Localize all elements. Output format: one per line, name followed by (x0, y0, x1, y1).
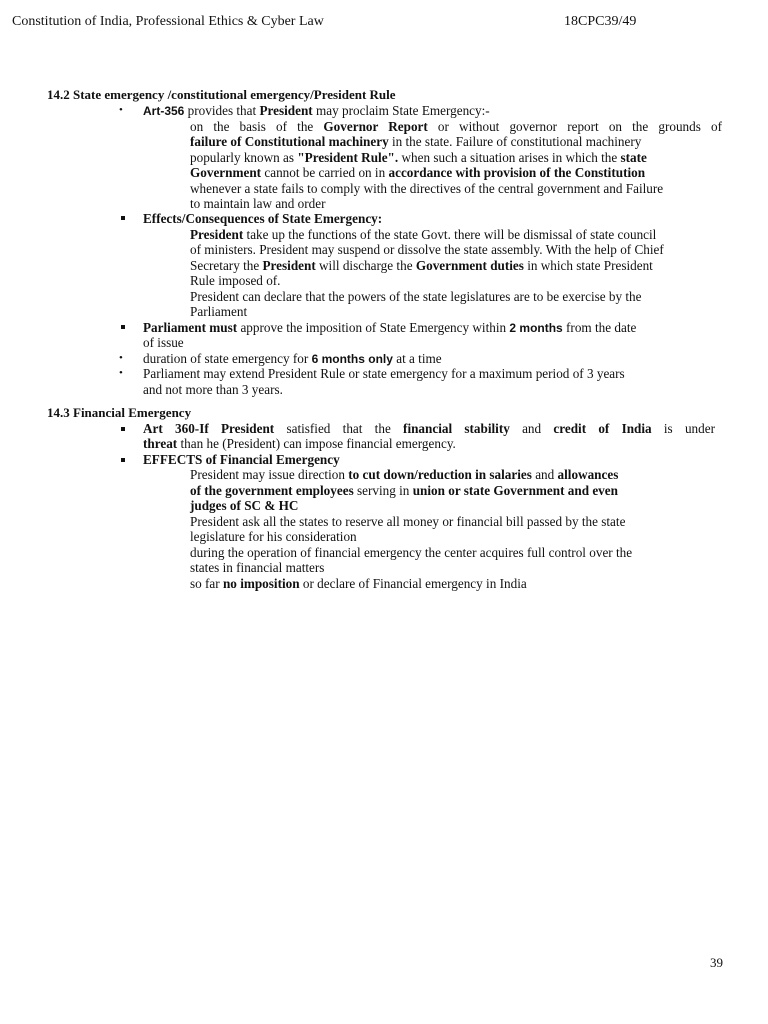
art-356-detail-line: failure of Constitutional machinery in the state. Failure of constitutional machinery (190, 134, 642, 149)
state-effects-heading: Effects/Consequences of State Emergency: (143, 211, 383, 226)
bullet-dot: • (119, 104, 123, 116)
bullet-dot: • (119, 352, 123, 364)
art-356-detail-line: whenever a state fails to comply with the directives of the central government and Failure (190, 181, 664, 196)
extend-item: Parliament may extend President Rule or state emergency for a maximum period of 3 years (143, 366, 625, 381)
bullet-square (121, 216, 125, 220)
financial-effects-line: President may issue direction to cut down/reduction in salaries and allowances (190, 467, 619, 482)
state-effects-line: of ministers. President may suspend or dissolve the state assembly. With the help of Chief (190, 242, 664, 257)
financial-effects-line: so far no imposition or declare of Financial emergency in India (190, 576, 527, 591)
art-360-item: Art 360-If President satisfied that the financial stability and credit of India is under (143, 421, 715, 436)
art-356-detail-line: popularly known as "President Rule". when such a situation arises in which the state (190, 150, 647, 165)
header-title: Constitution of India, Professional Ethics & Cyber Law (12, 14, 324, 29)
bullet-square (121, 427, 125, 431)
bullet-square (121, 458, 125, 462)
state-effects-line: Rule imposed of. (190, 273, 281, 288)
financial-effects-line: judges of SC & HC (190, 498, 299, 513)
page-number: 39 (710, 955, 723, 970)
art-356-detail-line: Government cannot be carried on in accordance with provision of the Constitution (190, 165, 646, 180)
state-effects-line: Parliament (190, 304, 248, 319)
art-356-detail-line: to maintain law and order (190, 196, 326, 211)
financial-effects-line: legislature for his consideration (190, 529, 357, 544)
art-356-label: Art-356 (143, 104, 185, 118)
section-14-3-title: 14.3 Financial Emergency (47, 405, 192, 420)
financial-effects-line: states in financial matters (190, 560, 325, 575)
state-effects-line: President can declare that the powers of the state legislatures are to be exercise by the (190, 289, 642, 304)
extend-item-cont: and not more than 3 years. (143, 382, 283, 397)
art-360-item-cont: threat than he (President) can impose financial emergency. (143, 436, 456, 451)
financial-effects-line: of the government employees serving in union or state Government and even (190, 483, 618, 498)
parliament-approve-item-cont: of issue (143, 335, 184, 350)
bullet-dot: • (119, 367, 123, 379)
section-14-2-title: 14.2 State emergency /constitutional emergency/President Rule (47, 87, 396, 102)
duration-item: duration of state emergency for 6 months only at a time (143, 351, 442, 366)
art-356-item: Art-356 provides that President may proclaim State Emergency:- (143, 103, 490, 118)
financial-effects-line: President ask all the states to reserve all money or financial bill passed by the state (190, 514, 626, 529)
state-effects-line: President take up the functions of the state Govt. there will be dismissal of state council (190, 227, 657, 242)
financial-effects-heading: EFFECTS of Financial Emergency (143, 452, 340, 467)
bullet-square (121, 325, 125, 329)
financial-effects-line: during the operation of financial emergency the center acquires full control over the (190, 545, 633, 560)
state-effects-line: Secretary the President will discharge the Government duties in which state President (190, 258, 653, 273)
art-356-detail-line: on the basis of the Governor Report or without governor report on the grounds of (190, 119, 722, 134)
parliament-approve-item: Parliament must approve the imposition of State Emergency within 2 months from the date (143, 320, 637, 335)
header-course-code: 18CPC39/49 (564, 14, 637, 29)
